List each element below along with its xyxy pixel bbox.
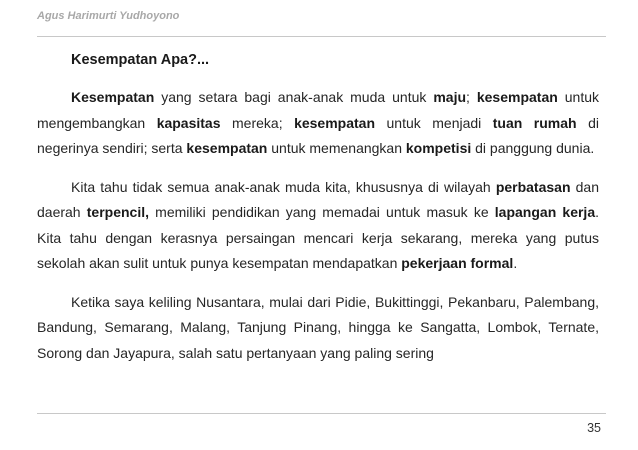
page-number: 35 — [587, 421, 601, 435]
text-run: mereka; — [220, 114, 295, 131]
page-body — [37, 48, 599, 379]
text-run: yang setara bagi anak-anak muda untuk — [154, 89, 434, 105]
bold-phrase: pekerjaan formal — [401, 255, 514, 271]
text-run: untuk memenangkan — [267, 140, 406, 156]
running-header: Agus Harimurti Yudhoyono — [37, 10, 180, 22]
text-run: untuk menjadi — [375, 114, 493, 131]
text-run: di negerinya sendiri; serta — [37, 114, 599, 156]
bold-phrase: kesempatan — [294, 114, 376, 131]
bold-phrase: kesempatan — [476, 89, 558, 105]
paragraph-list — [37, 85, 599, 366]
header-divider — [37, 36, 606, 37]
bold-phrase: perbatasan — [495, 178, 571, 195]
bold-phrase: Kesempatan — [71, 89, 155, 105]
bold-phrase: kesempatan — [186, 140, 268, 156]
text-run: ; — [466, 89, 477, 105]
paragraph — [37, 85, 599, 162]
text-run: di panggung dunia. — [471, 140, 595, 156]
text-run: dan daerah — [37, 178, 599, 220]
bold-phrase: kapasitas — [156, 114, 221, 131]
text-run: Kita tahu tidak semua anak-anak muda kita, khususnya di wilayah — [71, 178, 496, 195]
text-run: . — [513, 255, 518, 271]
text-run: . Kita tahu dengan kerasnya persaingan mencari kerja sekarang, mereka yang putus sekolah akan sulit untuk punya kesempatan mendapatkan — [37, 204, 600, 271]
text-run: memiliki pendidikan yang memadai untuk masuk ke — [149, 204, 495, 220]
paragraph — [37, 290, 599, 367]
bold-phrase: lapangan kerja — [494, 204, 596, 220]
bold-phrase: maju — [433, 89, 467, 105]
bold-phrase: terpencil, — [86, 204, 150, 220]
section-title: Kesempatan Apa?... — [71, 52, 210, 68]
text-run: untuk mengembangkan — [37, 89, 599, 131]
footer-divider — [37, 413, 606, 414]
bold-phrase: kompetisi — [405, 140, 472, 156]
paragraph — [37, 175, 599, 277]
bold-phrase: tuan rumah — [492, 114, 577, 131]
text-run: Ketika saya keliling Nusantara, mulai dari Pidie, Bukittinggi, Pekanbaru, Palembang, Bandung, Semarang, Malang, Tanjung Pinang, hingga ke Sangatta, Lombok, Ternate, Sorong dan Jayapura, salah satu pertanyaan yang paling sering — [37, 293, 599, 361]
